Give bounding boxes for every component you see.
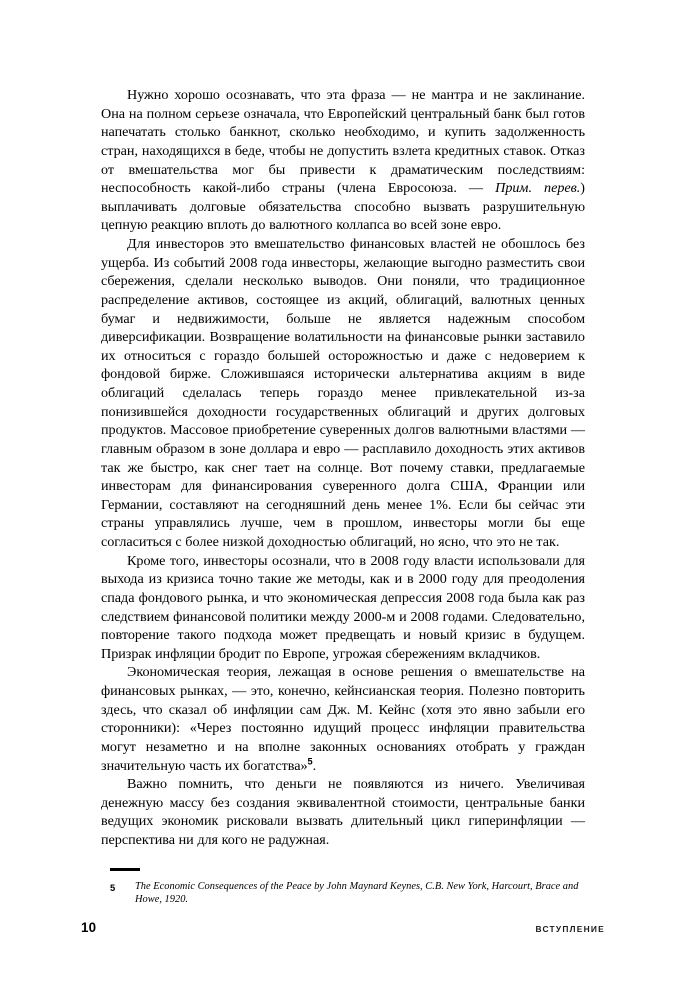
footnote-number: 5 xyxy=(110,882,116,893)
footnote-reference-marker[interactable]: 5 xyxy=(307,755,313,766)
text-run: Важно помнить, что деньги не появляются из ничего. Увеличивая денежную массу без создания эквивалентной стоимости, центральные банки ведущих экономик рисковали вызвать длительный цикл гиперинфляции — перспектива ни для кого не радужная. xyxy=(101,776,585,848)
footnote-text: The Economic Consequences of the Peace by John Maynard Keynes, C.B. New York, Harcourt, Brace and Howe, 1920. xyxy=(135,881,579,906)
text-run: Кроме того, инвесторы осознали, что в 2008 году власти использовали для выхода из кризиса точно такие же методы, как и в 2000 году для преодоления спада фондового рынка, и что экономическая депрессия 2008 года была как раз следствием финансовой политики между 2000-м и 2008 годами. Следовательно, повторение такого подхода может предвещать и новый кризис в будущем. Призрак инфляции бродит по Европе, угрожая сбережениям вкладчиков. xyxy=(101,552,585,662)
footnote-area xyxy=(101,868,585,907)
page-footer xyxy=(81,920,605,935)
paragraph-4 xyxy=(101,663,585,775)
paragraph-3 xyxy=(101,552,585,664)
running-head: ВСТУПЛЕНИЕ xyxy=(535,924,605,934)
text-run: ) выплачивать долговые обязательства способно вызвать разрушительную цепную реакцию вплоть до валютного коллапса во всей зоне евро. xyxy=(101,180,585,234)
page-number: 10 xyxy=(81,920,97,935)
text-run: Нужно хорошо осознавать, что эта фраза — не мантра и не заклинание. Она на полном серьезе означала, что Европейский центральный банк был готов напечатать столько банкнот, сколько необходимо, и купить задолженность стран, находящихся в беде, чтобы не допустить взлета кредитных ставок. Отказ от вмешательства мог бы привести к драматическим последствиям: неспособность какой-либо страны (члена Евросоюза. — xyxy=(101,87,585,197)
text-run: Для инвесторов это вмешательство финансовых властей не обошлось без ущерба. Из событий 2008 года инвесторы, желающие выгодно разместить свои сбережения, сделали несколько выводов. Они поняли, что традиционное распределение активов, состоящее из акций, облигаций, валютных ценных бумаг и недвижимости, больше не является надежным способом диверсификации. Возвращение волатильности на финансовые рынки заставило их относиться с гораздо большей осторожностью и даже с недоверием к фондовой бирже. Сложившаяся исторически альтернатива акциям в виде облигаций сделалась теперь гораздо менее привлекательной из-за понизившейся доходности государственных облигаций и других долговых продуктов. Массовое приобретение суверенных долгов валютными властями — главным образом в зоне доллара и евро — расплавило доходность этих активов так же быстро, как снег тает на солнце. Вот почему ставки, предлагаемые инвесторам для финансирования суверенного долга США, Франции или Германии, составляют на сегодняшний день менее 1%. Если бы сейчас эти страны управлялись лучше, чем в прошлом, инвесторы могли бы еще согласиться с более низкой доходностью облигаций, но ясно, что это не так. xyxy=(101,236,585,550)
footnote-separator-rule xyxy=(110,868,140,871)
body-text-column xyxy=(101,86,585,850)
text-run: Экономическая теория, лежащая в основе решения о вмешательстве на финансовых рынках, — это, конечно, кейнсианская теория. Полезно повторить здесь, что сказал об инфляции сам Дж. М. Кейнс (хотя это явно забыли его сторонники): «Через постоянно идущий процесс инфляции правительства могут незаметно и на вполне законных основаниях отобрать у граждан значительную часть их богатства» xyxy=(101,664,585,774)
paragraph-5 xyxy=(101,775,585,850)
footnote-entry xyxy=(101,880,585,907)
paragraph-2 xyxy=(101,235,585,552)
text-run: . xyxy=(312,757,317,774)
paragraph-1 xyxy=(101,86,585,235)
italic-run: Прим. перев. xyxy=(495,180,581,197)
